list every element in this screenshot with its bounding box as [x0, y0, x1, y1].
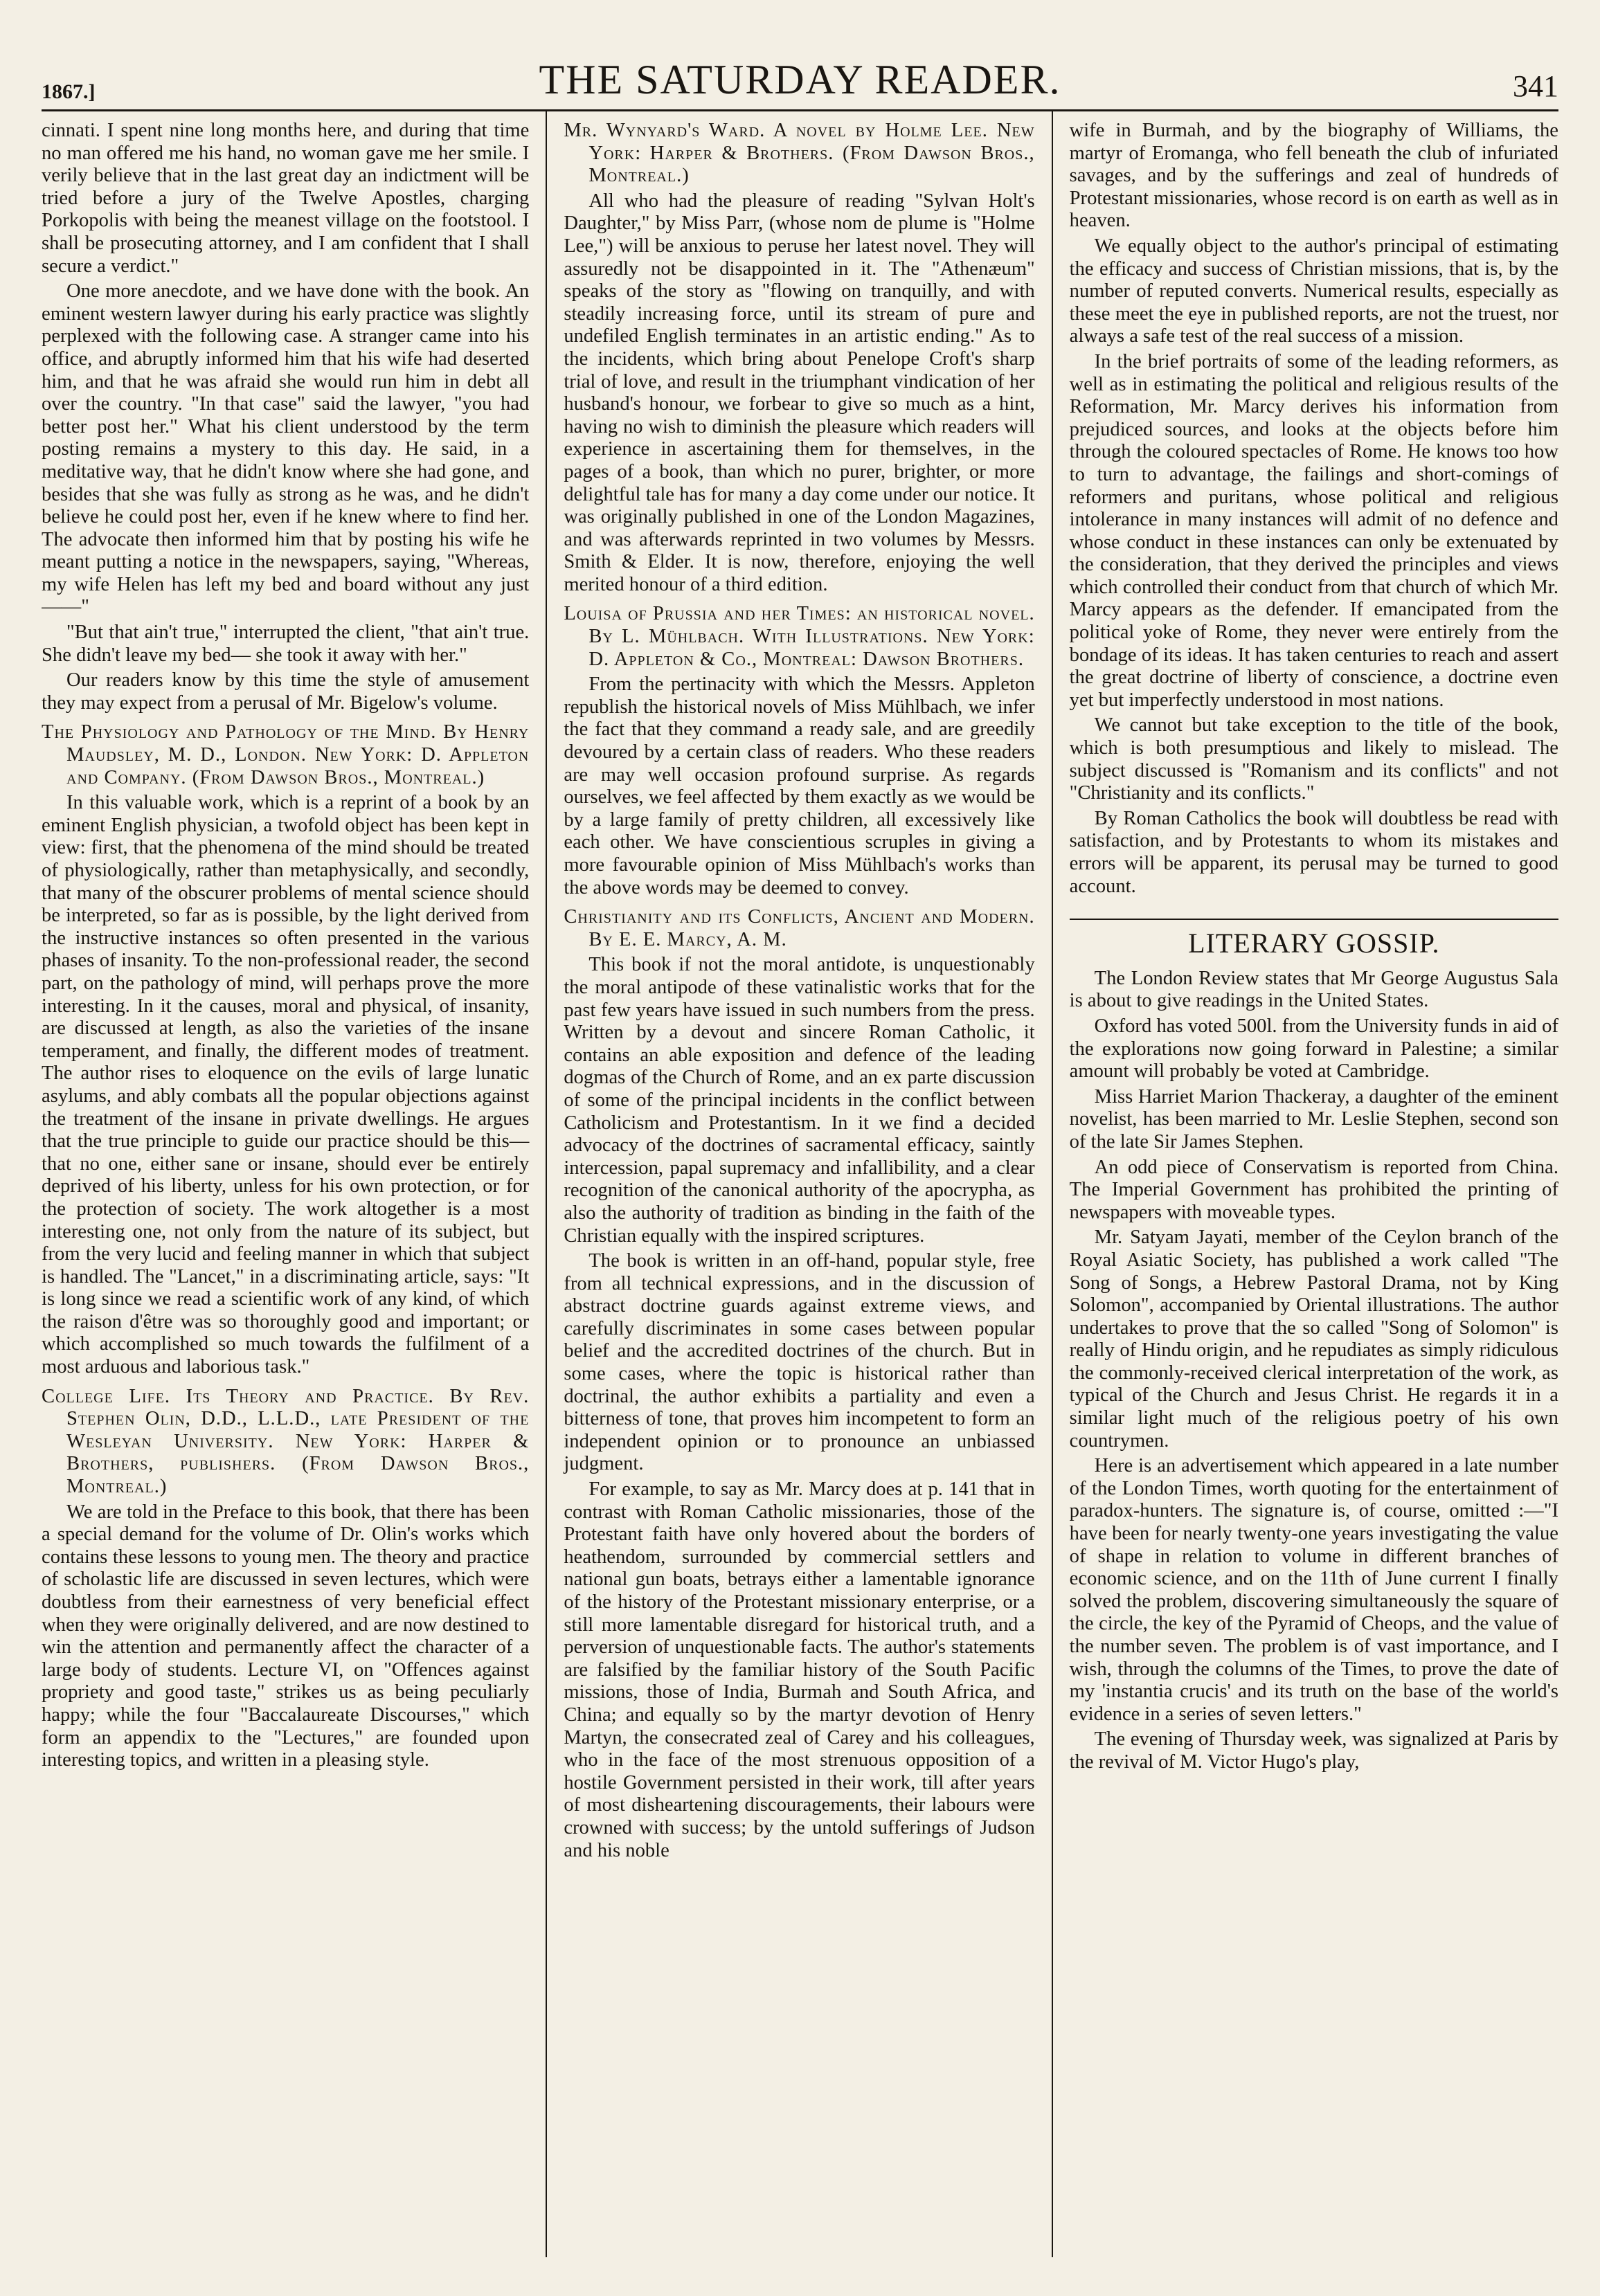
gossip-item: The London Review states that Mr George Augustus Sala is about to give readings in the United States.: [1069, 967, 1558, 1012]
paragraph: Our readers know by this time the style of amusement they may expect from a perusal of Mr. Bigelow's volume.: [42, 669, 530, 714]
gossip-item: Miss Harriet Marion Thackeray, a daughter of the eminent novelist, has been married to Mr. Leslie Stephen, second son of the late Sir James Stephen.: [1069, 1085, 1558, 1152]
paragraph: This book if not the moral antidote, is unquestionably the moral antipode of these vatinalistic works that for the past few years have issued in such numbers from the press. Written by a devout and sincere Roman Catholic, it contains an able exposition and defence of the leading dogmas of the Church of Rome, and an ex parte discussion of some of the principal incidents in the conflict between Catholicism and Protestantism. In it we find a decided advocacy of the doctrines of sacramental efficacy, saintly intercession, papal supremacy and infallibility, and a clear recognition of the canonical authority of the apocrypha, as also the authority of tradition as binding in the faith of the Christian equally with the inspired scriptures.: [564, 954, 1035, 1247]
paragraph: wife in Burmah, and by the biography of Williams, the martyr of Eromanga, who fell beneath the club of infuriated savages, and by the sufferings and zeal of hundreds of Protestant missionaries, whose record is on earth as well as in heaven.: [1069, 120, 1558, 232]
column-3: [1053, 111, 1558, 2257]
column-2: [547, 111, 1052, 2257]
paragraph: All who had the pleasure of reading "Sylvan Holt's Daughter," by Miss Parr, (whose nom de plume is "Holme Lee,") will be anxious to peruse her latest novel. They will assuredly not be disappointed in it. The "Athenæum" speaks of the story as "flowing on tranquilly, and with steadily increasing force, until its stream of pure and undefiled English terminates in an artistic ending." As to the incidents, which bring about Penelope Croft's sharp trial of love, and result in the triumphant vindication of her husband's honour, we forbear to give so much as a hint, having no wish to diminish the pleasure which readers will experience in ascertaining them for themselves, in the pages of a book, than which no purer, brighter, or more delightful tale has for many a day come under our notice. It was originally published in one of the London Magazines, and was afterwards reprinted in two volumes by Messrs. Smith & Elder. It is now, therefore, enjoying the well merited honour of a third edition.: [564, 190, 1035, 595]
gossip-item: Here is an advertisement which appeared in a late number of the London Times, worth quoting for the entertainment of paradox-hunters. The signature is, of course, omitted :—"I have been for nearly twenty-one years investigating the value of shape in relation to volume in different branches of economic science, and on the 11th of June current I finally solved the problem, discovering simultaneously the square of the circle, the key of the Pyramid of Cheops, and the value of the number seven. The problem is of vast importance, and I wish, through the columns of the Times, to prove the date of my 'instantia crucis' and its truth on the base of the world's evidence in a series of seven letters.": [1069, 1455, 1558, 1725]
page-number: 341: [1513, 69, 1558, 103]
section-title: LITERARY GOSSIP.: [1070, 919, 1558, 955]
paragraph: One more anecdote, and we have done with the book. An eminent western lawyer during his early practice was slightly perplexed with the following case. A stranger came into his office, and abruptly informed him that his wife had deserted him, and that he was afraid she would run him in debt all over the country. "In that case" said the lawyer, "you had better post her." What his client understood by the term posting remains a mystery to this day. He said, in a meditative way, that he didn't know where she had gone, and besides that she was fully as strong as he was, and he didn't believe he could post her, even if he knew where to find her. The advocate then informed him that by posting his wife he meant putting a notice in the newspapers, saying, "Whereas, my wife Helen has left my bed and board without any just ——": [42, 280, 530, 618]
review-heading: Louisa of Prussia and her Times: an historical novel. By L. Mühlbach. With Illustrations. New York: D. Appleton & Co., Montreal: Dawson Brothers.: [564, 603, 1035, 670]
paragraph: For example, to say as Mr. Marcy does at p. 141 that in contrast with Roman Catholic missionaries, those of the Protestant faith have only hovered about the borders of heathendom, surrounded by commercial settlers and national gun boats, betrays either a lamentable ignorance of the history of the Protestant missionary enterprise, or a still more lamentable disregard for historical truth, and a perversion of unquestionable facts. The author's statements are falsified by the familiar history of the South Pacific missions, those of India, Burmah and South Africa, and China; and equally so by the martyr devotion of Henry Martyn, the consecrated zeal of Carey and his colleagues, who in the face of the most strenuous opposition of a hostile Government persisted in their work, till after years of most disheartening discouragements, their labours were crowned with success; by the untold sufferings of Judson and his noble: [564, 1479, 1035, 1861]
publication-title: THE SATURDAY READER.: [539, 57, 1061, 102]
paragraph: In this valuable work, which is a reprint of a book by an eminent English physician, a twofold object has been kept in view: first, that the phenomena of the mind should be treated of physiologically, rather than metaphysically, and secondly, that many of the obscurer problems of mental science should be interpreted, so far as is possible, by the light derived from the instructive instances so often presented in the various phases of insanity. To the non-professional reader, the second part, on the pathology of mind, will perhaps prove the more interesting. In it the causes, moral and physical, of insanity, are discussed at length, as also the varieties of the insane temperament, and finally, the different modes of treatment. The author rises to eloquence on the evils of large lunatic asylums, and ably combats all the popular objections against the treatment of the insane in private dwellings. He argues that the true principle to guide our practice should be this—that no one, either sane or insane, should ever be entirely deprived of his liberty, unless for his own protection, or for the protection of society. The work altogether is a most interesting one, not only from the nature of its subject, but from the very lucid and feeling manner in which that subject is handled. The "Lancet," in a discriminating article, says: "It is long since we read a scientific work of any kind, of which the raison d'être was so thoroughly good and important; or which accomplished so much towards the fulfilment of a most arduous and laborious task.": [42, 792, 530, 1378]
column-1: [42, 111, 547, 2257]
review-heading: Mr. Wynyard's Ward. A novel by Holme Lee. New York: Harper & Brothers. (From Dawson Bros., Montreal.): [564, 120, 1035, 187]
review-heading: The Physiology and Pathology of the Mind. By Henry Maudsley, M. D., London. New York: D. Appleton and Company. (From Dawson Bros., Montreal.): [42, 721, 530, 788]
gossip-item: An odd piece of Conservatism is reported from China. The Imperial Government has prohibited the printing of newspapers with moveable types.: [1069, 1156, 1558, 1223]
issue-year: 1867.]: [42, 80, 96, 103]
article-columns: [42, 111, 1558, 2257]
gossip-item: Oxford has voted 500l. from the University funds in aid of the explorations now going forward in Palestine; a similar amount will probably be voted at Cambridge.: [1069, 1015, 1558, 1083]
paragraph: From the pertinacity with which the Messrs. Appleton republish the historical novels of Miss Mühlbach, we infer the fact that they command a ready sale, and are greedily devoured by a certain class of readers. Who these readers are may well occasion profound surprise. As regards ourselves, we feel affected by them exactly as we would be by a large family of pretty children, all excessively like each other. We have conscientious scruples in giving a more favourable opinion of Miss Mühlbach's works than the above words may be deemed to convey.: [564, 674, 1035, 898]
paragraph: We equally object to the author's principal of estimating the efficacy and success of Christian missions, that is, by the number of reputed converts. Numerical results, especially as these meet the eye in published reports, are not the truest, nor always a safe test of the real success of a mission.: [1069, 235, 1558, 347]
masthead: [42, 54, 1558, 104]
review-heading: College Life. Its Theory and Practice. By Rev. Stephen Olin, D.D., L.L.D., late President of the Wesleyan University. New York: Harper & Brothers, publishers. (From Dawson Bros., Montreal.): [42, 1385, 530, 1498]
paragraph: By Roman Catholics the book will doubtless be read with satisfaction, and by Protestants to whom its mistakes and errors will be apparent, its perusal may be turned to good account.: [1069, 807, 1558, 897]
paragraph: cinnati. I spent nine long months here, and during that time no man offered me his hand, no woman gave me her smile. I verily believe that in the last great day an indictment will be tried before a jury of the Twelve Apostles, charging Porkopolis with being the meanest village on the footstool. I shall be prosecuting attorney, and I am confident that I shall secure a verdict.": [42, 120, 530, 277]
paragraph: We cannot but take exception to the title of the book, which is both presumptious and likely to mislead. The subject discussed is "Romanism and its conflicts" and not "Christianity and its conflicts.": [1069, 714, 1558, 804]
review-heading: Christianity and its Conflicts, Ancient and Modern. By E. E. Marcy, A. M.: [564, 906, 1035, 950]
paragraph: "But that ain't true," interrupted the client, "that ain't true. She didn't leave my bed— she took it away with her.": [42, 622, 530, 666]
gossip-item: The evening of Thursday week, was signalized at Paris by the revival of M. Victor Hugo's play,: [1069, 1728, 1558, 1773]
paragraph: The book is written in an off-hand, popular style, free from all technical expressions, and in the discussion of abstract doctrine guards against extreme views, and carefully discriminates in some cases between popular belief and the accredited doctrines of the church. But in some cases, where the topic is historical rather than doctrinal, the author exhibits a partiality and even a bitterness of tone, that proves him incompetent to form an independent opinion or to pronounce an unbiassed judgment.: [564, 1250, 1035, 1475]
paragraph: We are told in the Preface to this book, that there has been a special demand for the volume of Dr. Olin's works which contains these lessons to young men. The theory and practice of scholastic life are discussed in seven lectures, which were doubtless from their earnestness of very beneficial effect when they were originally delivered, and are now destined to win the attention and permanently affect the character of a large body of students. Lecture VI, on "Offences against propriety and good taste," strikes us as being peculiarly happy; while the four "Baccalaureate Discourses," which form an appendix to the "Lectures," are founded upon interesting topics, and written in a pleasing style.: [42, 1501, 530, 1771]
gossip-item: Mr. Satyam Jayati, member of the Ceylon branch of the Royal Asiatic Society, has published a work called "The Song of Songs, a Hebrew Pastoral Drama, not by King Solomon", accompanied by Oriental illustrations. The author undertakes to prove that the so called "Song of Solomon" is really of Hindu origin, and he repudiates as simply ridiculous the commonly-received clerical interpretation of the work, as typical of the Church and Jesus Christ. He regards it in a similar light much of the religious poetry of his own countrymen.: [1069, 1227, 1558, 1452]
paragraph: In the brief portraits of some of the leading reformers, as well as in estimating the political and religious results of the Reformation, Mr. Marcy derives his information from prejudiced sources, and looks at the objects before him through the coloured spectacles of Rome. He knows too how to turn to advantage, the failings and short-comings of reformers and puritans, whose political and religious intolerance in many instances will admit of no defence and whose conduct in these instances can only be extenuated by the consideration, that they derived the principles and views which controlled their conduct from that church of which Mr. Marcy appears as the defender. If emancipated from the political yoke of Rome, they never were entirely from the bondage of its ideas. It has taken centuries to reach and assert the great doctrine of liberty of conscience, a doctrine even yet but imperfectly understood in most nations.: [1069, 350, 1558, 711]
